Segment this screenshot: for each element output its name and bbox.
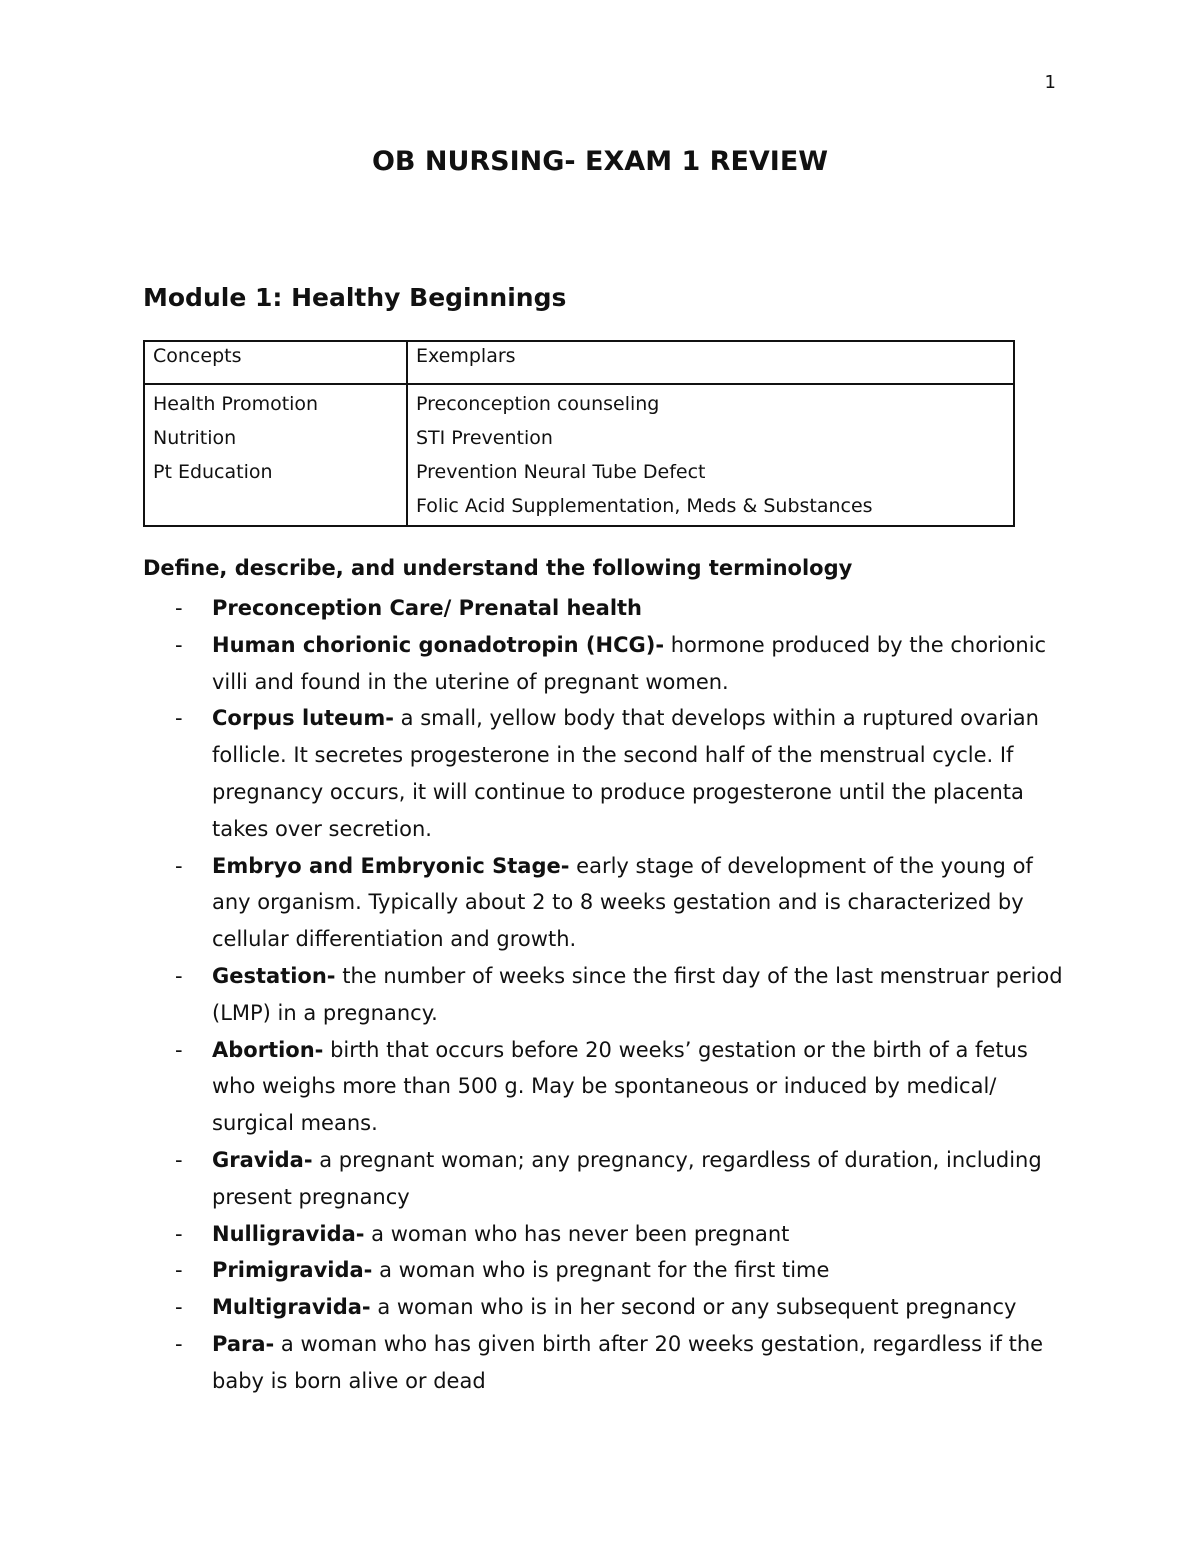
terminology-heading: Define, describe, and understand the following terminology	[143, 556, 853, 580]
table-row	[144, 384, 1014, 526]
term-definition: hormone produced by the chorionic villi and found in the uterine of pregnant women.	[212, 632, 1047, 694]
exemplar-item: Prevention Neural Tube Defect	[416, 461, 706, 483]
exemplars-cell	[407, 384, 1014, 526]
term-definition: a small, yellow body that develops within a ruptured ovarian follicle. It secretes progesterone in the second half of the menstrual cycle. If pregnancy occurs, it will continue to produce progesterone until the placenta takes over secretion.	[212, 706, 1039, 841]
term-definition: a woman who has never been pregnant	[364, 1221, 790, 1246]
list-item	[143, 627, 1063, 701]
term-name: Abortion-	[212, 1037, 324, 1062]
list-dash: -	[175, 1147, 183, 1172]
term-name: Human chorionic gonadotropin (HCG)-	[212, 632, 665, 657]
list-dash: -	[175, 706, 183, 731]
list-dash: -	[175, 632, 183, 657]
list-item	[143, 1252, 1063, 1289]
term-definition: a woman who is pregnant for the first time	[372, 1258, 830, 1283]
page-number: 1	[1044, 72, 1056, 93]
module-heading: Module 1: Healthy Beginnings	[143, 283, 567, 312]
concept-item: Health Promotion	[153, 393, 319, 415]
list-dash: -	[175, 1331, 183, 1356]
term-definition: a pregnant woman; any pregnancy, regardless of duration, including present pregnancy	[212, 1147, 1042, 1209]
term-name: Preconception Care/ Prenatal health	[212, 596, 643, 620]
concept-item: Pt Education	[153, 461, 273, 483]
terminology-list	[143, 590, 1063, 1400]
list-dash: -	[175, 1258, 183, 1283]
concept-item: Nutrition	[153, 427, 237, 449]
list-dash: -	[175, 1295, 183, 1320]
list-item	[143, 1032, 1063, 1142]
table-header-row	[144, 341, 1014, 384]
list-dash: -	[175, 596, 183, 620]
list-item	[143, 848, 1063, 958]
term-definition: the number of weeks since the first day of the last menstruar period (LMP) in a pregnancy.	[212, 963, 1063, 1025]
term-definition: early stage of development of the young of any organism. Typically about 2 to 8 weeks gestation and is characterized by cellular differentiation and growth.	[212, 853, 1033, 952]
term-definition: birth that occurs before 20 weeks’ gestation or the birth of a fetus who weighs more than 500 g. May be spontaneous or induced by medical/ surgical means.	[212, 1037, 1028, 1136]
table-header-exemplars: Exemplars	[407, 341, 1014, 384]
term-name: Embryo and Embryonic Stage-	[212, 853, 570, 878]
list-item	[143, 1216, 1063, 1253]
term-name: Nulligravida-	[212, 1221, 365, 1246]
term-name: Para-	[212, 1331, 275, 1356]
list-item	[143, 1142, 1063, 1216]
concepts-exemplars-table	[143, 340, 1015, 527]
term-definition: a woman who is in her second or any subsequent pregnancy	[370, 1295, 1017, 1320]
table-header-concepts: Concepts	[144, 341, 407, 384]
term-name: Gravida-	[212, 1147, 313, 1172]
exemplar-item: Preconception counseling	[416, 393, 660, 415]
exemplar-item: STI Prevention	[416, 427, 553, 449]
list-item	[143, 1326, 1063, 1400]
list-item	[143, 958, 1063, 1032]
term-name: Primigravida-	[212, 1258, 373, 1283]
list-dash: -	[175, 1221, 183, 1246]
page-title: OB NURSING- EXAM 1 REVIEW	[371, 146, 829, 177]
list-dash: -	[175, 853, 183, 878]
exemplar-item: Folic Acid Supplementation, Meds & Substances	[416, 495, 873, 517]
list-item	[143, 1289, 1063, 1326]
list-item	[143, 700, 1063, 847]
term-name: Gestation-	[212, 963, 336, 988]
list-item	[143, 590, 1063, 627]
list-dash: -	[175, 963, 183, 988]
term-name: Corpus luteum-	[212, 706, 394, 731]
list-dash: -	[175, 1037, 183, 1062]
term-name: Multigravida-	[212, 1295, 371, 1320]
term-definition: a woman who has given birth after 20 weeks gestation, regardless if the baby is born alive or dead	[212, 1331, 1044, 1393]
concepts-cell	[144, 384, 407, 526]
